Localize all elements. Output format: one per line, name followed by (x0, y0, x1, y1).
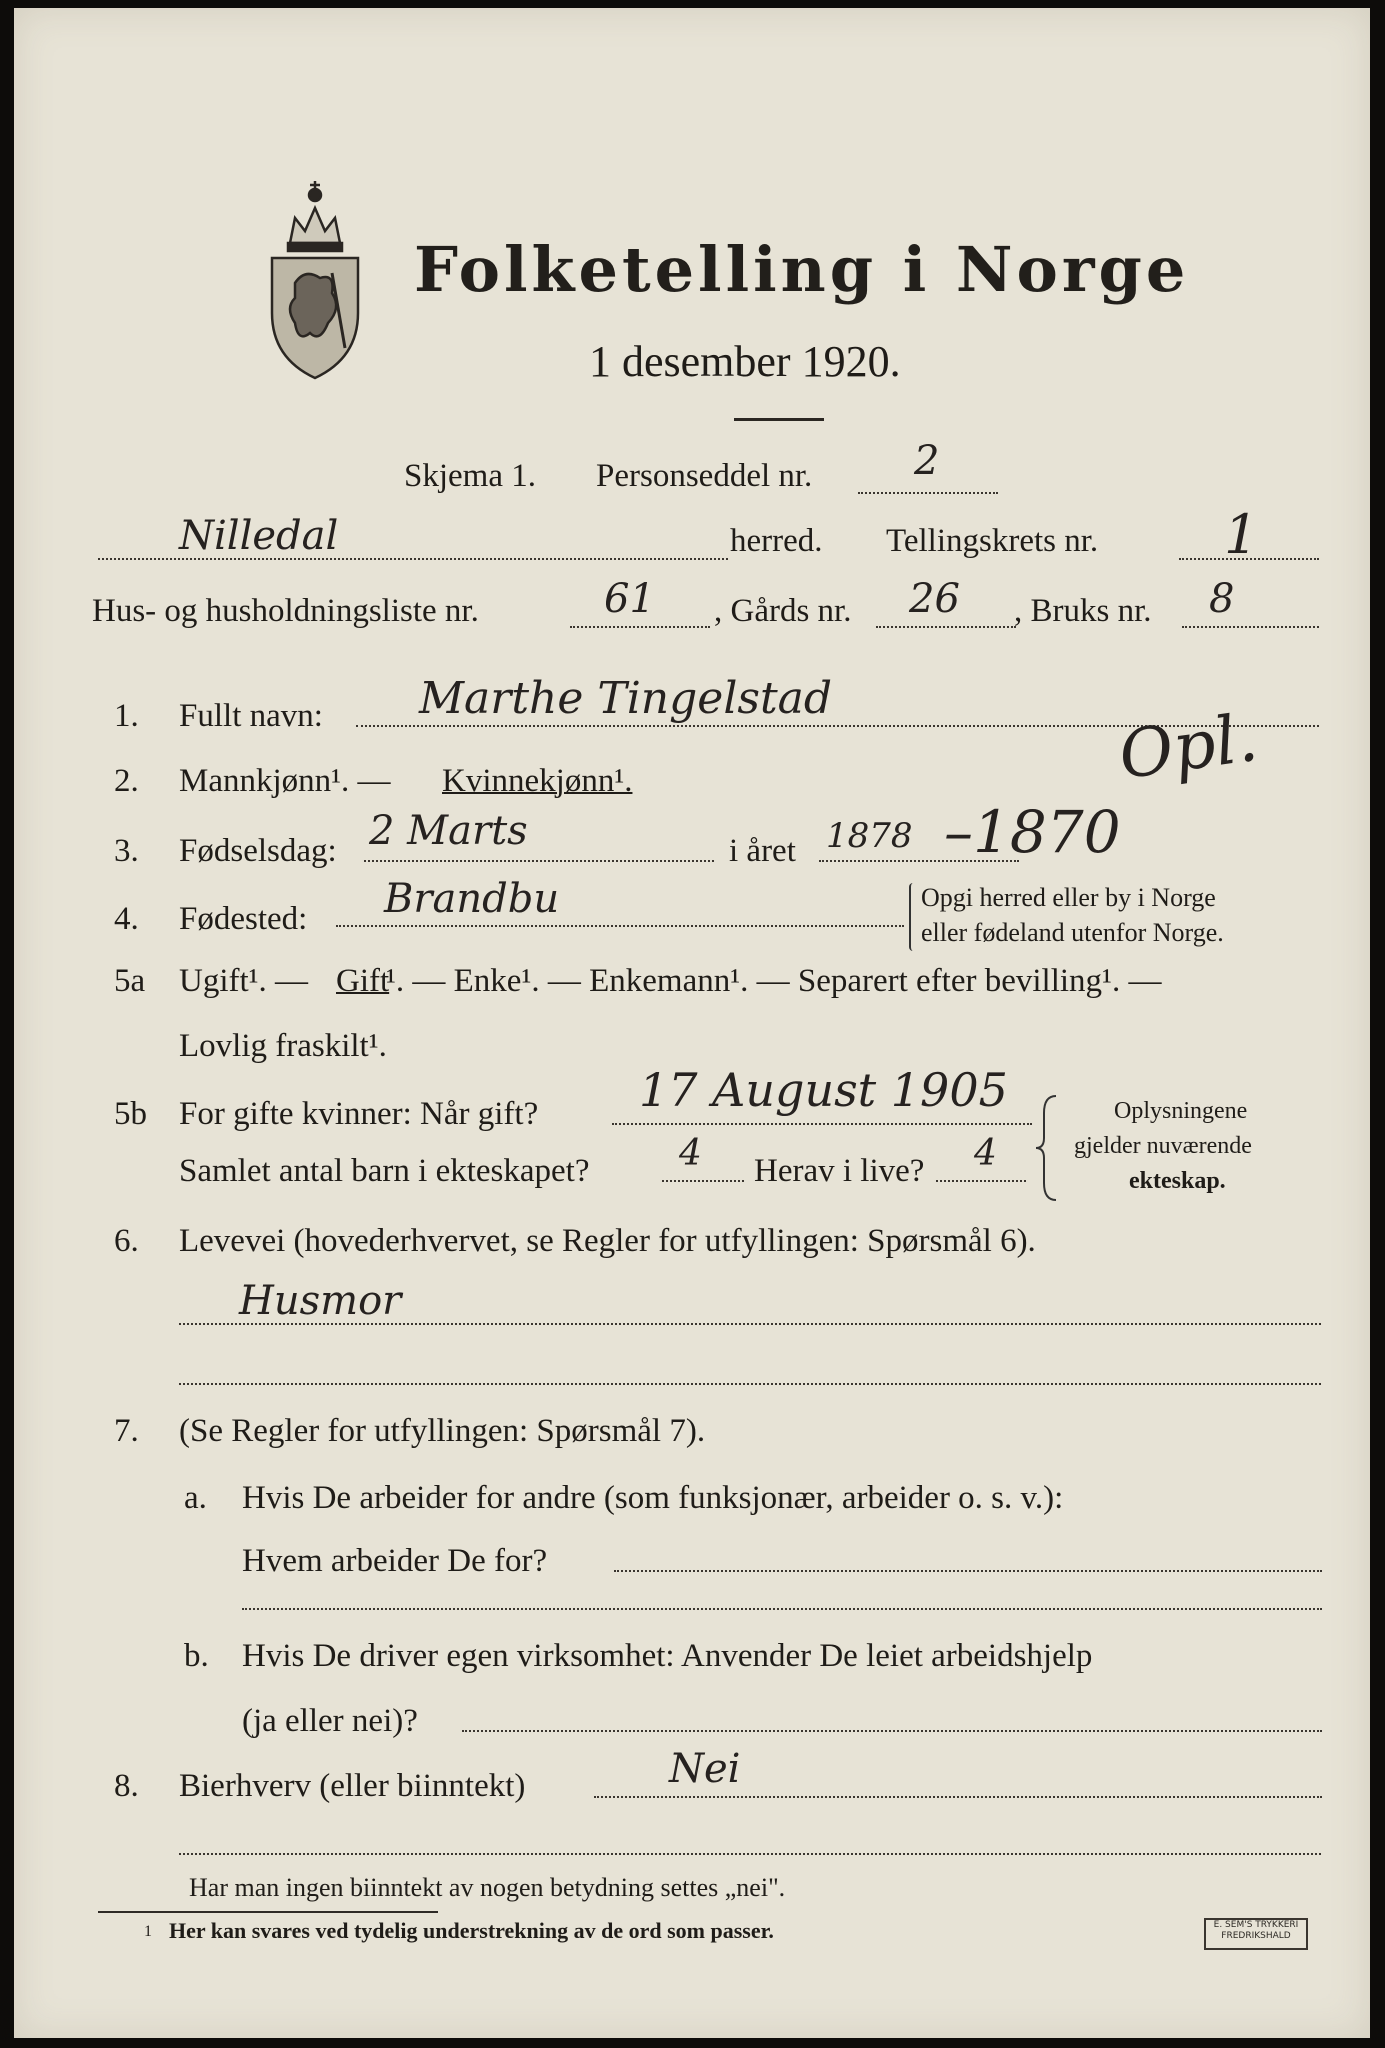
alive-label: Herav i live? (754, 1153, 925, 1189)
q3-field-line (364, 860, 714, 862)
q8-field-line (594, 1796, 1322, 1798)
q6-field-line-1 (179, 1323, 1321, 1325)
q7-label: (Se Regler for utfyllingen: Spørsmål 7). (179, 1413, 706, 1449)
year-label: i året (729, 833, 796, 869)
birthplace-value[interactable]: Brandbu (384, 876, 560, 922)
q5b-label: For gifte kvinner: Når gift? (179, 1096, 539, 1132)
census-form-page (14, 8, 1370, 2038)
schema-label: Skjema 1. (404, 458, 536, 494)
q8-number: 8. (114, 1768, 139, 1804)
q2-female-underlined[interactable]: Kvinnekjønn¹. (442, 763, 633, 799)
q5b-number: 5b (114, 1096, 147, 1132)
q8-label: Bierhverv (eller biinntekt) (179, 1768, 526, 1804)
q5a-ugift[interactable]: Ugift¹. — (179, 963, 309, 999)
q7-number: 7. (114, 1413, 139, 1449)
q1-number: 1. (114, 698, 139, 734)
q5a-other-options[interactable]: ¹. — Enke¹. — Enkemann¹. — Separert efter bevilling¹. — (386, 963, 1162, 999)
gards-label: , Gårds nr. (714, 593, 852, 629)
occupation-value[interactable]: Husmor (239, 1278, 402, 1324)
q7a-text: Hvis De arbeider for andre (som funksjonær, arbeider o. s. v.): (242, 1480, 1064, 1516)
personseddel-field-line (858, 492, 998, 494)
side-income-value[interactable]: Nei (669, 1746, 741, 1792)
personseddel-label: Personseddel nr. (596, 458, 813, 494)
children-value[interactable]: 4 (679, 1133, 702, 1174)
q5a-fraskilt[interactable]: Lovlig fraskilt¹. (179, 1028, 387, 1064)
q4-brace (909, 883, 917, 951)
q7b-question: (ja eller nei)? (242, 1703, 418, 1739)
q7a-question: Hvem arbeider De for? (242, 1543, 548, 1579)
coat-of-arms-icon (250, 173, 380, 383)
footnote-text: Her kan svares ved tydelig understrekning av de ord som passer. (169, 1918, 774, 1943)
hus-label: Hus- og husholdningsliste nr. (92, 593, 479, 629)
footnote-marker: 1 (144, 1923, 152, 1940)
bruks-value[interactable]: 8 (1209, 576, 1235, 622)
q5b-note-1: Oplysningene (1114, 1098, 1248, 1124)
gards-value[interactable]: 26 (909, 576, 960, 622)
form-title: Folketelling i Norge (414, 233, 1190, 306)
q7b-field-line[interactable] (462, 1730, 1322, 1732)
footnote-divider (98, 1911, 438, 1913)
q2-number: 2. (114, 763, 139, 799)
q4-field-line (336, 925, 904, 927)
q2-male[interactable]: Mannkjønn¹. — (179, 763, 391, 799)
tellingskrets-value[interactable]: 1 (1224, 503, 1259, 566)
q4-note-1: Opgi herred eller by i Norge (921, 883, 1216, 912)
municipality-value[interactable]: Nilledal (179, 513, 339, 559)
q5a-number: 5a (114, 963, 146, 999)
birth-year-value[interactable]: 1878 (826, 816, 913, 856)
q3-label: Fødselsdag: (179, 833, 337, 869)
q6-label: Levevei (hovederhvervet, se Regler for utfyllingen: Spørsmål 6). (179, 1223, 1036, 1259)
q6-field-line-2 (179, 1383, 1321, 1385)
census-date: 1 desember 1920. (589, 337, 901, 386)
title-divider (734, 418, 824, 421)
q5b-note-2: gjelder nuværende (1074, 1133, 1252, 1159)
q3-number: 3. (114, 833, 139, 869)
bruks-field-line (1182, 626, 1319, 628)
q7b-text: Hvis De driver egen virksomhet: Anvender De leiet arbeidshjelp (242, 1638, 1093, 1674)
birth-year-correction: –1870 (944, 798, 1121, 866)
birthday-value[interactable]: 2 Marts (369, 808, 528, 854)
q7a-field-line-1[interactable] (614, 1570, 1322, 1572)
margin-note: Opl. (1114, 698, 1263, 795)
q7a-field-line-2[interactable] (242, 1608, 1322, 1610)
bruks-label: , Bruks nr. (1014, 593, 1152, 629)
q4-number: 4. (114, 901, 139, 937)
q5b-married-field-line (612, 1123, 1032, 1125)
alive-value[interactable]: 4 (974, 1133, 997, 1174)
gards-field-line (876, 626, 1016, 628)
printer-stamp: E. SEM'S TRYKKERI FREDRIKSHALD (1204, 1918, 1308, 1950)
hus-value[interactable]: 61 (604, 576, 655, 622)
q5a-gift-underlined[interactable]: Gift (336, 963, 390, 999)
hus-field-line (570, 626, 710, 628)
tellingskrets-label: Tellingskrets nr. (886, 523, 1099, 559)
q4-label: Fødested: (179, 901, 308, 937)
married-date-value[interactable]: 17 August 1905 (639, 1063, 1008, 1117)
q5b-note-3: ekteskap. (1129, 1168, 1226, 1194)
children-label: Samlet antal barn i ekteskapet? (179, 1153, 590, 1189)
q4-note-2: eller fødeland utenfor Norge. (921, 918, 1224, 947)
children-field-line (662, 1180, 744, 1182)
full-name-value[interactable]: Marthe Tingelstad (419, 673, 833, 724)
alive-field-line (936, 1180, 1026, 1182)
q5b-brace-icon (1034, 1093, 1064, 1203)
q8-field-line-2 (179, 1853, 1321, 1855)
q7a-letter: a. (184, 1480, 207, 1516)
q6-number: 6. (114, 1223, 139, 1259)
q1-label: Fullt navn: (179, 698, 323, 734)
personseddel-value[interactable]: 2 (914, 438, 940, 484)
herred-label: herred. (730, 523, 823, 559)
footer-note: Har man ingen biinntekt av nogen betydning settes „nei". (189, 1873, 786, 1902)
q7b-letter: b. (184, 1638, 209, 1674)
